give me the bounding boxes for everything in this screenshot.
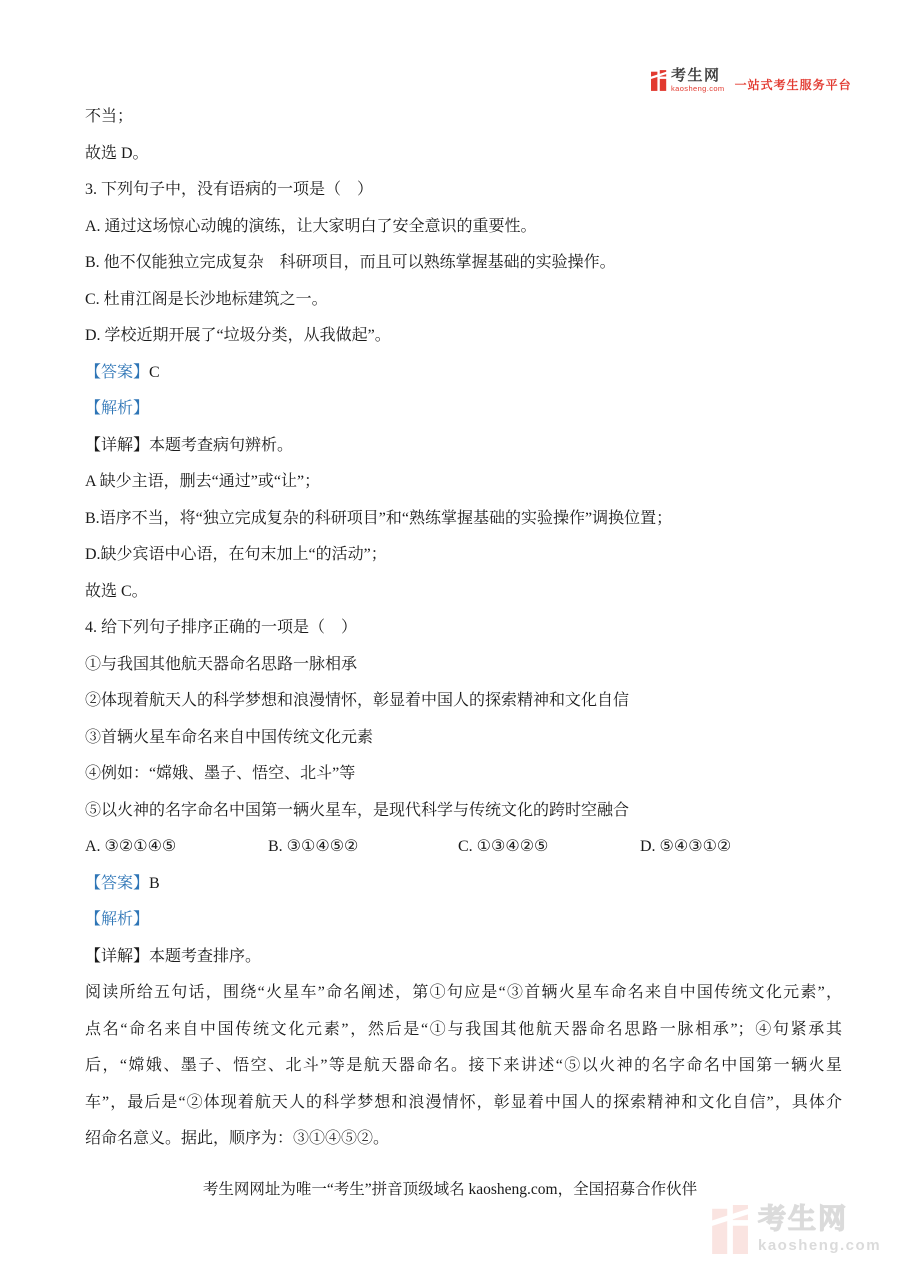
q4-analysis-label [85, 902, 842, 939]
q4-explain-line-4: 车”，最后是“②体现着航天人的科学梦想和浪漫情怀，彰显着中国人的探索精神和文化自信”，具体介 [85, 1093, 842, 1111]
q3-explain-b: B.语序不当，将“独立完成复杂的科研项目”和“熟练掌握基础的实验操作”调换位置； [85, 509, 673, 527]
brand-header [651, 68, 852, 93]
question-3-title: 3. 下列句子中，没有语病的一项是（ ） [85, 181, 374, 198]
kaosheng-logo-icon [651, 70, 667, 91]
q3-conclusion: 故选 C。 [85, 582, 148, 600]
watermark-domain: kaosheng.com [758, 1237, 882, 1254]
bracket-label: 【答案】 [85, 874, 150, 892]
answer-value: B [149, 874, 160, 892]
q4-detail: 【详解】本题考查排序。 [85, 947, 262, 965]
q4-options [85, 829, 842, 866]
q4-sentence-2: ②体现着航天人的科学梦想和浪漫情怀，彰显着中国人的探索精神和文化自信 [85, 692, 630, 709]
q4-explain-line-1: 阅读所给五句话，围绕“火星车”命名阐述，第①句应是“③首辆火星车命名来自中国传统文化元素”， [85, 984, 842, 1001]
option-choice: B. ③①④⑤② [268, 838, 359, 855]
answer-value: C [149, 363, 160, 381]
bracket-label: 【解析】 [85, 911, 150, 928]
q3-option-a: A. 通过这场惊心动魄的演练，让大家明白了安全意识的重要性。 [85, 217, 537, 235]
q3-detail: 【详解】本题考查病句辨析。 [85, 436, 294, 454]
question-4-title: 4. 给下列句子排序正确的一项是（ ） [85, 619, 358, 636]
q4-sentence-1: ①与我国其他航天器命名思路一脉相承 [85, 655, 358, 673]
line-guxuan-d: 故选 D。 [85, 144, 149, 162]
q3-answer [85, 355, 842, 392]
footer-note: 考生网网址为唯一“考生”拼音顶级域名 kaosheng.com，全国招募合作伙伴 [202, 1181, 698, 1198]
document-body [85, 99, 842, 1158]
option-choice: C. ①③④②⑤ [458, 838, 549, 855]
line-budang: 不当； [85, 108, 134, 125]
option-choice: A. ③②①④⑤ [85, 838, 177, 855]
q3-option-c: C. 杜甫江阁是长沙地标建筑之一。 [85, 290, 328, 308]
q3-option-b: B. 他不仅能独立完成复杂 科研项目，而且可以熟练掌握基础的实验操作。 [85, 254, 616, 271]
q4-sentence-5: ⑤以火神的名字命名中国第一辆火星车，是现代科学与传统文化的跨时空融合 [85, 801, 630, 819]
q3-analysis-label [85, 391, 842, 428]
watermark-text-block [758, 1205, 881, 1253]
watermark-name: 考生网 [758, 1203, 849, 1234]
option-choice: D. ⑤④③①② [640, 838, 732, 855]
q4-explain-line-3: 后，“嫦娥、墨子、悟空、北斗”等是航天器命名。接下来讲述“⑤以火神的名字命名中国第一辆火星 [85, 1057, 842, 1074]
bracket-label: 【解析】 [85, 400, 150, 417]
q4-answer [85, 866, 842, 903]
brand-name: 考生网 [671, 67, 721, 84]
bracket-label: 【答案】 [85, 363, 150, 381]
q3-explain-d: D.缺少宾语中心语，在句末加上“的活动”； [85, 546, 387, 563]
brand-domain: kaosheng.com [671, 84, 725, 93]
brand-name-block [671, 68, 725, 93]
q4-sentence-4: ④例如：“嫦娥、墨子、悟空、北斗”等 [85, 765, 356, 782]
q3-explain-a: A 缺少主语，删去“通过”或“让”； [85, 473, 321, 490]
brand-tagline: 一站式考生服务平台 [734, 78, 852, 92]
q4-explain-line-5: 绍命名意义。据此，顺序为：③①④⑤②。 [85, 1130, 390, 1147]
q4-sentence-3: ③首辆火星车命名来自中国传统文化元素 [85, 728, 374, 746]
q3-option-d: D. 学校近期开展了“垃圾分类，从我做起”。 [85, 327, 391, 344]
kaosheng-logo-watermark-icon [712, 1205, 750, 1254]
brand-watermark [712, 1205, 881, 1254]
q4-explain-line-2: 点名“命名来自中国传统文化元素”，然后是“①与我国其他航天器命名思路一脉相承”；④句紧承其 [85, 1020, 842, 1038]
